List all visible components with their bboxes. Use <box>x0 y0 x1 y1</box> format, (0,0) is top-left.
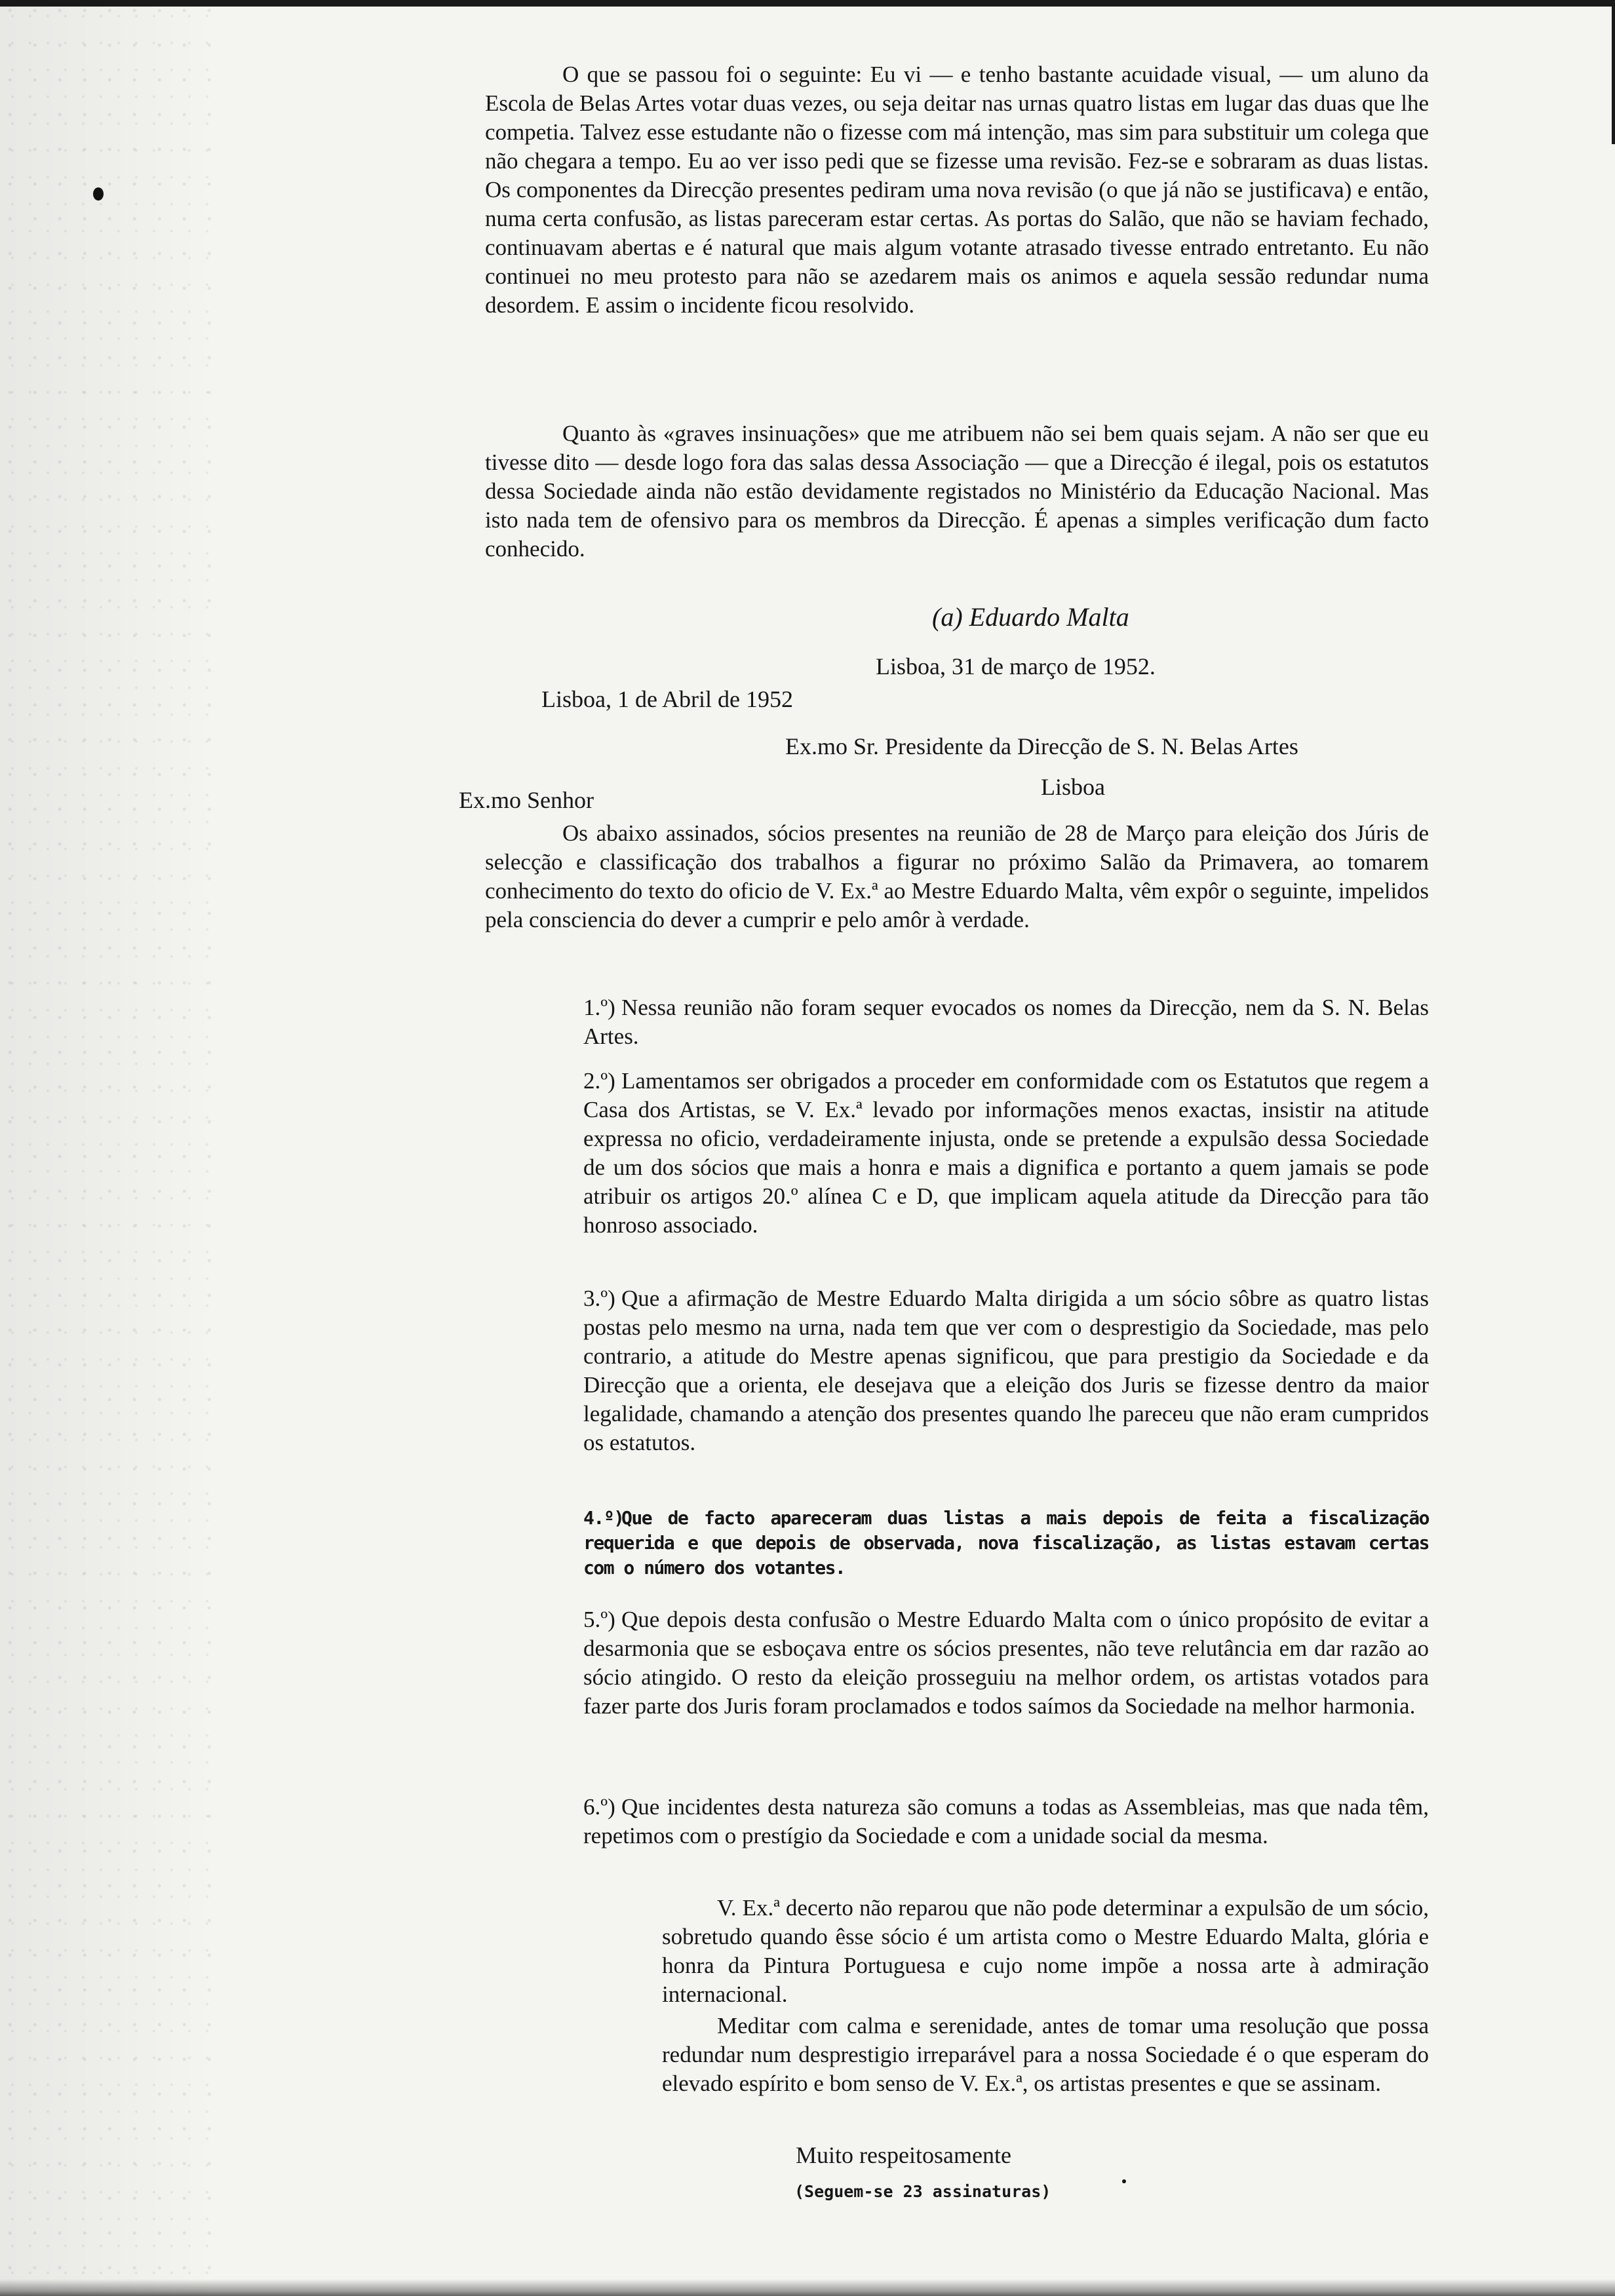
addressee-line-1: Ex.mo Sr. Presidente da Direcção de S. N. Belas Artes <box>785 733 1298 759</box>
reply-intro: Os abaixo assinados, sócios presentes na reunião de 28 de Março para eleição dos Júris de selecção e classificação dos trabalhos a figurar no próximo Salão da Primavera, ao tomarem conhecimento do texto do oficio de V. Ex.ª ao Mestre Eduardo Malta, vêm expôr o seguinte, impelidos pela consciencia do dever a cumprir e pelo amôr à verdade. <box>485 820 1429 932</box>
scan-bottom-edge <box>0 2279 1615 2296</box>
sign-off: Muito respeitosamente <box>796 2142 1011 2168</box>
letter-signature: (a) Eduardo Malta <box>932 602 1129 632</box>
ink-speck <box>93 187 104 201</box>
letter-paragraph-2: Quanto às «graves insinuações» que me atribuem não sei bem quais sejam. A não ser que eu tivesse dito — desde logo fora das salas dessa Associação — que a Direcção é ilegal, pois os estatutos dessa Sociedade ainda não estão devidamente registados no Ministério da Educação Nacional. Mas isto nada tem de ofensivo para os membros da Direcção. É apenas a simples verificação dum facto conhecido. <box>485 421 1429 562</box>
scan-right-edge <box>1612 0 1615 144</box>
closing-paragraph-2: Meditar com calma e serenidade, antes de tomar uma resolução que possa redundar num desprestigio irreparável para a nossa Sociedade é o que esperam do elevado espírito e bom senso de V. Ex.ª, os artistas presentes e que se assinam. <box>662 2013 1429 2096</box>
list-item: 1.º) Nessa reunião não foram sequer evocados os nomes da Direcção, nem da S. N. Belas Artes. <box>583 995 1429 1049</box>
letter-date: Lisboa, 31 de março de 1952. <box>876 653 1156 679</box>
ink-speck <box>1122 2179 1126 2183</box>
list-item: 2.º) Lamentamos ser obrigados a proceder em conformidade com os Estatutos que regem a Casa dos Artistas, se V. Ex.ª levado por informações menos exactas, insistir na atitude expressa no oficio, verdadeiramente injusta, onde se pretende a expulsão dessa Sociedade de um dos sócios que mais a honra e mais a dignifica e portanto a quem jamais se pode atribuir os artigos 20.º alínea C e D, que implicam aquela atitude da Direcção para tão honroso associado. <box>583 1068 1429 1238</box>
list-item: 6.º) Que incidentes desta natureza são comuns a todas as Assembleias, mas que nada têm, repetimos com o prestígio da Sociedade e com a unidade social da mesma. <box>583 1794 1429 1848</box>
list-item: 3.º) Que a afirmação de Mestre Eduardo Malta dirigida a um sócio sôbre as quatro listas postas pelo mesmo na urna, nada tem que ver com o desprestigio da Sociedade, mas pelo contrario, a atitude do Mestre apenas significou, que para prestigio da Sociedade e da Direcção que a orienta, ele desejava que a eleição dos Juris se fizesse dentro da maior legalidade, chamando a atenção dos presentes quando lhe pareceu que não eram cumpridos os estatutos. <box>583 1286 1429 1455</box>
closing-paragraph-1: V. Ex.ª decerto não reparou que não pode determinar a expulsão de um sócio, sobretudo quando êsse sócio é um artista como o Mestre Eduardo Malta, glória e honra da Pintura Portuguesa e cujo nome impõe a nossa arte à admiração internacional. <box>662 1895 1429 2007</box>
salutation: Ex.mo Senhor <box>459 787 594 813</box>
reply-date: Lisboa, 1 de Abril de 1952 <box>541 686 793 712</box>
signatures-note: (Seguem-se 23 assinaturas) <box>794 2182 1051 2201</box>
scan-left-noise <box>0 0 216 2296</box>
letter-paragraph-1: O que se passou foi o seguinte: Eu vi — e tenho bastante acuidade visual, — um aluno da Escola de Belas Artes votar duas vezes, ou seja deitar nas urnas quatro listas em lugar das duas que lhe competia. Talvez esse estudante não o fizesse com má intenção, mas sim para substituir um colega que não chegara a tempo. Eu ao ver isso pedi que se fizesse uma revisão. Fez-se e sobraram as duas listas. Os componentes da Direcção presentes pediram uma nova revisão (o que já não se justificava) e então, numa certa confusão, as listas pareceram estar certas. As portas do Salão, que não se haviam fechado, continuavam abertas e é natural que mais algum votante atrasado tivesse entrado entretanto. Eu não continuei no meu protesto para não se azedarem mais os animos e aquela sessão redundar numa desordem. E assim o incidente ficou resolvido. <box>485 62 1429 318</box>
scan-top-edge <box>0 0 1615 7</box>
addressee-line-2: Lisboa <box>1041 774 1105 800</box>
list-item: 5.º) Que depois desta confusão o Mestre Eduardo Malta com o único propósito de evitar a desarmonia que se esboçava entre os sócios presentes, não teve relutância em dar razão ao sócio atingido. O resto da eleição prosseguiu na melhor ordem, os artistas votados para fazer parte dos Juris foram proclamados e todos saímos da Sociedade na melhor harmonia. <box>583 1607 1429 1719</box>
list-item-highlighted: 4.º)Que de facto apareceram duas listas a mais depois de feita a fiscalização requerida e que depois de observada, nova fiscalização, as listas estavam certas com o número dos votantes. <box>583 1507 1429 1578</box>
